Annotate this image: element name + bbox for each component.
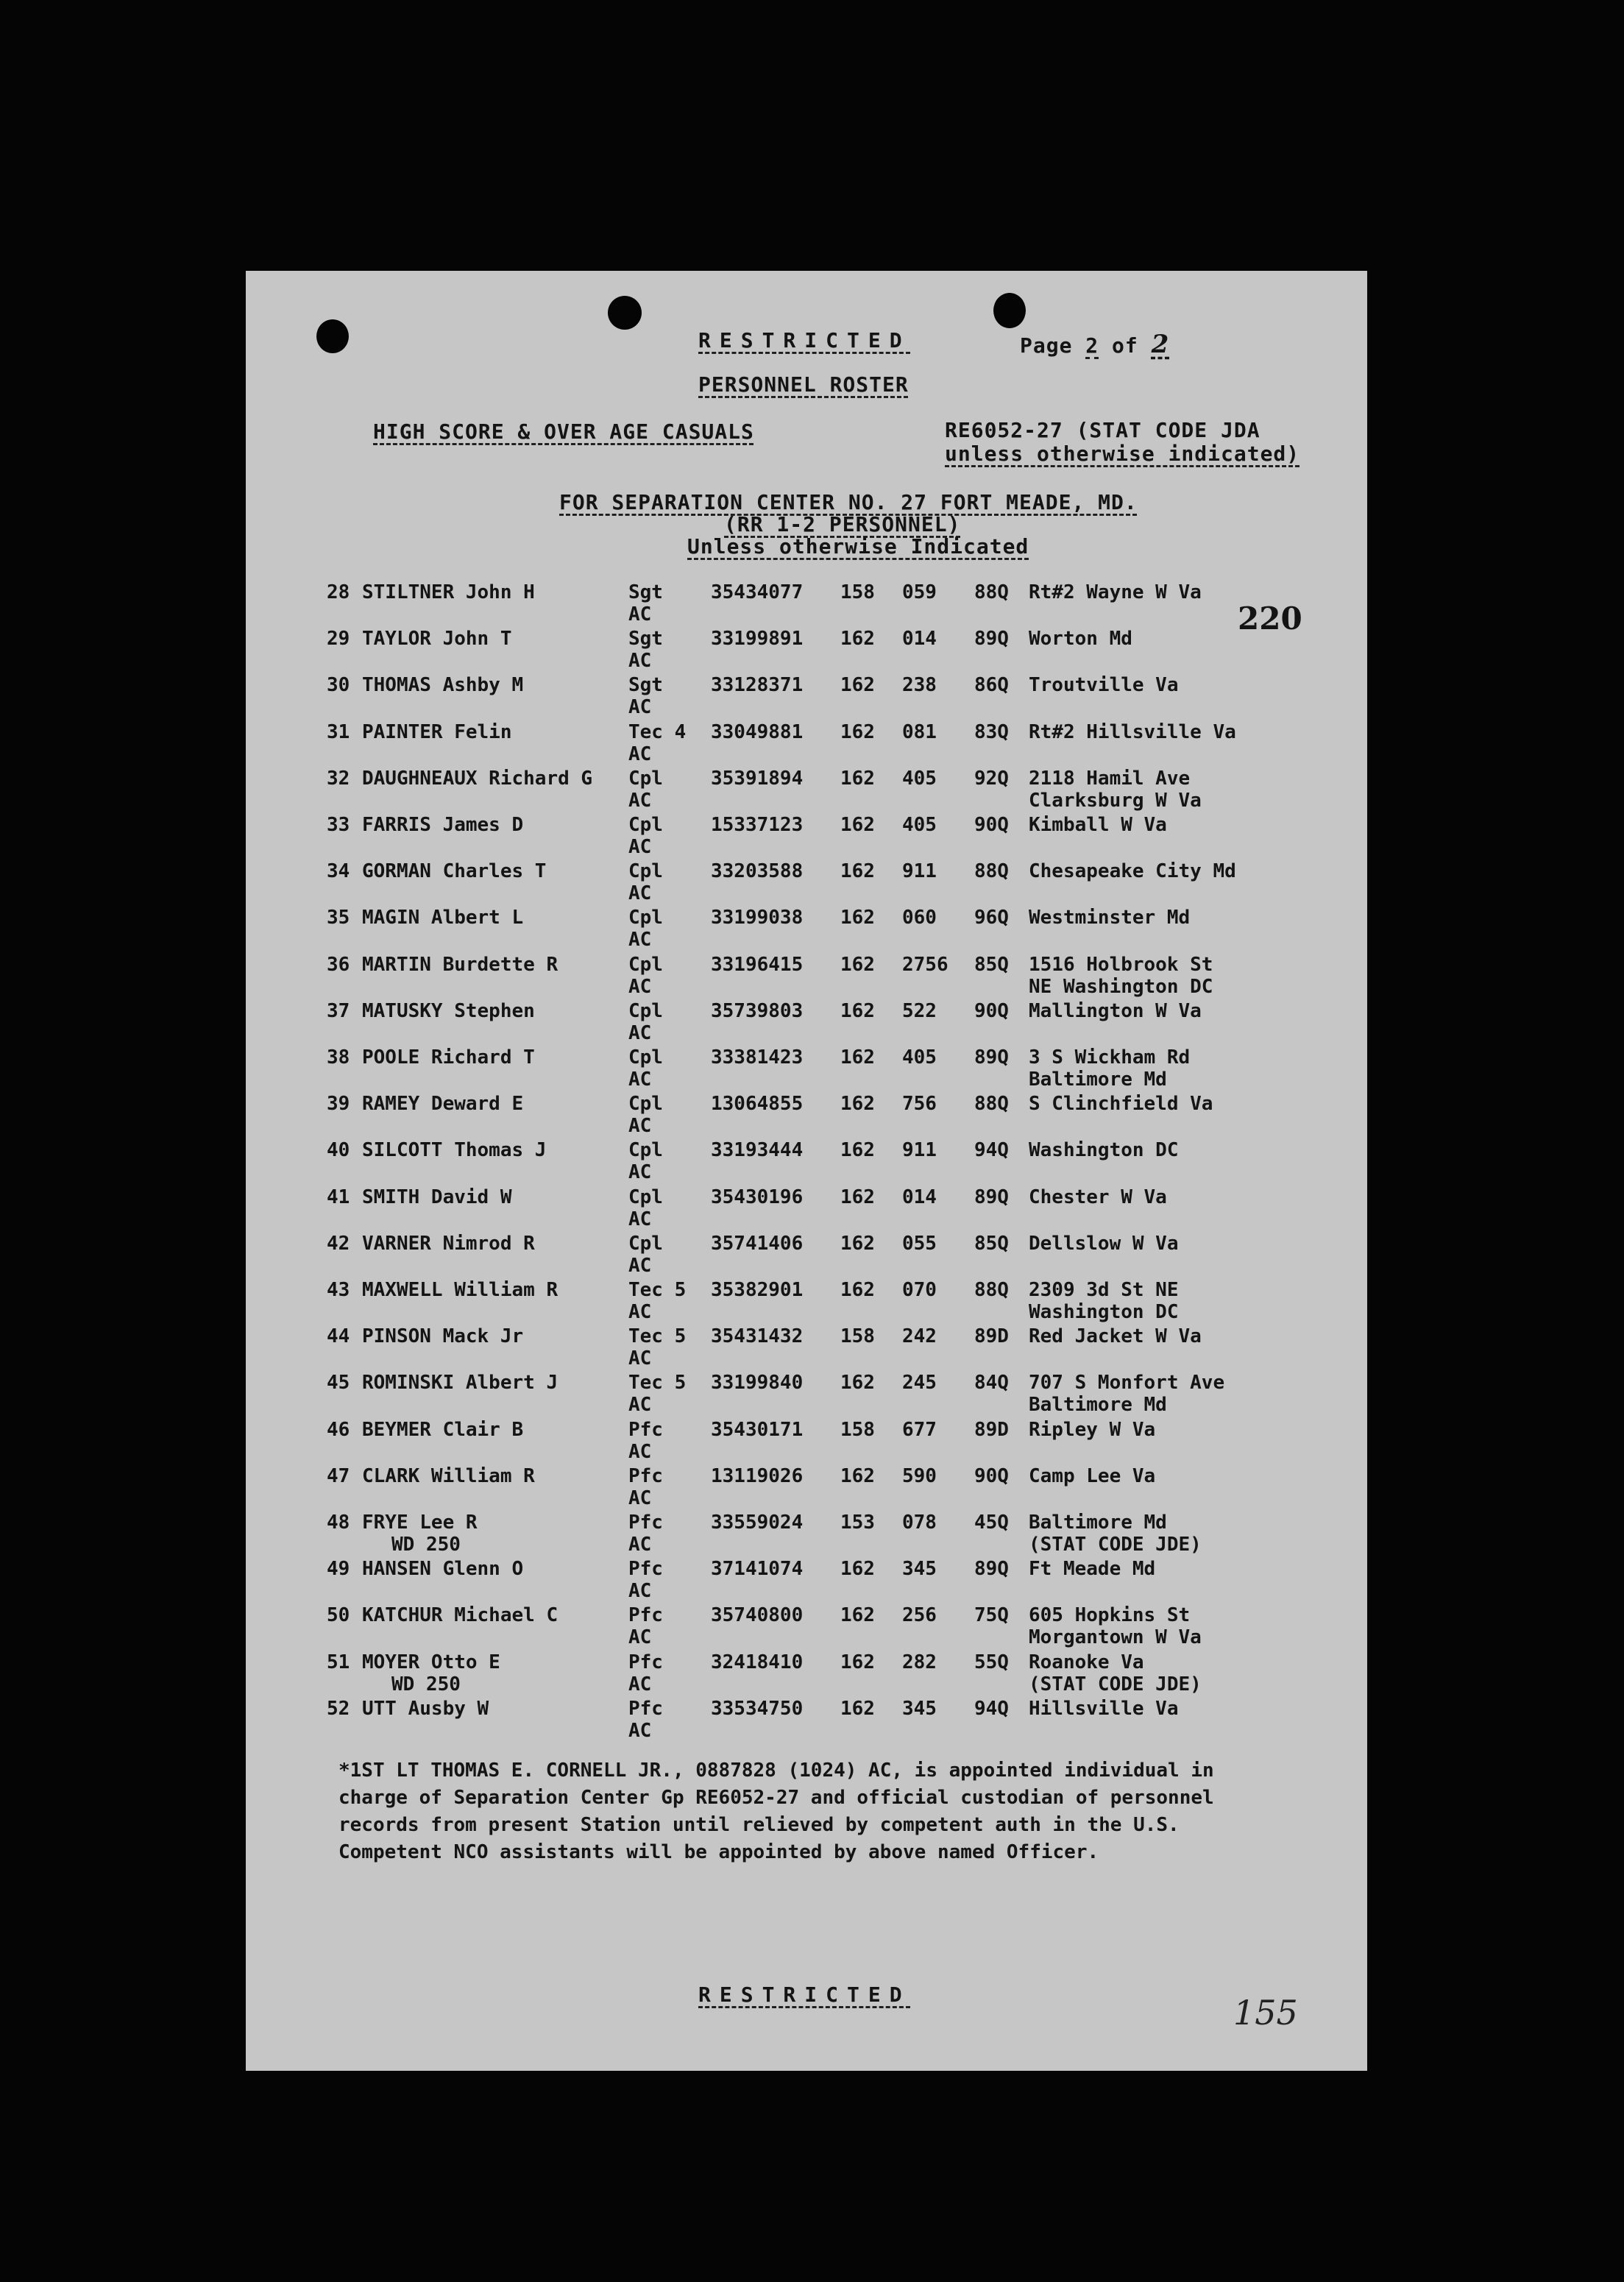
table-row <box>246 1698 1367 1745</box>
row-branch: AC <box>628 1626 652 1649</box>
row-code-3: 88Q <box>974 1093 1009 1116</box>
row-serial: 33199840 <box>711 1372 804 1395</box>
row-address-1: Camp Lee Va <box>1029 1464 1156 1487</box>
row-code-1: 162 <box>840 674 875 697</box>
table-row <box>246 768 1367 815</box>
row-number: 44 <box>327 1325 350 1348</box>
row-serial: 35739803 <box>711 999 804 1022</box>
row-rank: Cpl <box>628 999 663 1022</box>
row-code-1: 162 <box>840 720 875 743</box>
row-address-2: Baltimore Md <box>1029 1394 1167 1417</box>
row-branch: AC <box>628 1440 652 1463</box>
row-address-1: Washington DC <box>1029 1139 1179 1162</box>
row-address-1: Rt#2 Wayne W Va <box>1029 581 1202 603</box>
row-number: 50 <box>327 1604 350 1627</box>
row-serial: 33381423 <box>711 1046 804 1069</box>
note-line-1: *1ST LT THOMAS E. CORNELL JR., 0887828 (1024) AC, is appointed individual in <box>338 1760 1214 1782</box>
row-code-1: 162 <box>840 1046 875 1069</box>
row-code-1: 162 <box>840 1232 875 1255</box>
row-serial: 13064855 <box>711 1093 804 1116</box>
row-serial: 32418410 <box>711 1651 804 1673</box>
row-branch: AC <box>628 1487 652 1509</box>
stamp-number: 220 <box>1238 600 1302 637</box>
punch-hole-center <box>608 296 642 330</box>
row-branch: AC <box>628 1301 652 1323</box>
row-rank: Cpl <box>628 860 663 883</box>
row-branch: AC <box>628 929 652 952</box>
row-code-2: 060 <box>902 907 937 929</box>
row-rank: Sgt <box>628 628 663 651</box>
row-code-3: 88Q <box>974 860 1009 883</box>
classification-top: RESTRICTED <box>698 328 911 352</box>
row-branch: AC <box>628 1580 652 1603</box>
row-number: 28 <box>327 581 350 603</box>
row-branch: AC <box>628 789 652 812</box>
row-number: 51 <box>327 1651 350 1673</box>
row-rank: Tec 5 <box>628 1279 687 1301</box>
row-branch: AC <box>628 1347 652 1370</box>
table-row <box>246 1186 1367 1233</box>
table-row <box>246 1651 1367 1698</box>
row-address-1: Rt#2 Hillsville Va <box>1029 720 1236 743</box>
row-address-1: Chester W Va <box>1029 1186 1167 1208</box>
row-code-1: 162 <box>840 1464 875 1487</box>
row-rank: Cpl <box>628 767 663 790</box>
table-row <box>246 1604 1367 1651</box>
row-name: MAXWELL William R <box>362 1279 559 1301</box>
row-address-1: Ft Meade Md <box>1029 1558 1156 1581</box>
row-address-2: Baltimore Md <box>1029 1069 1167 1091</box>
row-code-3: 89D <box>974 1325 1009 1348</box>
table-row <box>246 1000 1367 1047</box>
row-name: GORMAN Charles T <box>362 860 547 883</box>
punch-hole-right <box>993 293 1026 328</box>
row-rank: Cpl <box>628 1139 663 1162</box>
row-code-1: 162 <box>840 907 875 929</box>
row-serial: 35741406 <box>711 1232 804 1255</box>
row-address-1: Westminster Md <box>1029 907 1191 929</box>
table-row <box>246 628 1367 675</box>
row-serial: 33049881 <box>711 720 804 743</box>
row-code-1: 162 <box>840 1279 875 1301</box>
row-branch: AC <box>628 836 652 858</box>
row-rank: Tec 5 <box>628 1325 687 1348</box>
row-number: 46 <box>327 1418 350 1441</box>
row-code-1: 162 <box>840 1558 875 1581</box>
row-code-3: 89Q <box>974 1046 1009 1069</box>
row-name: FRYE Lee R <box>362 1512 478 1534</box>
row-branch: AC <box>628 1161 652 1184</box>
row-serial: 33534750 <box>711 1697 804 1720</box>
table-row <box>246 721 1367 768</box>
row-address-1: 3 S Wickham Rd <box>1029 1046 1191 1069</box>
row-serial: 35431432 <box>711 1325 804 1348</box>
row-number: 29 <box>327 628 350 651</box>
row-name-note: WD 250 <box>391 1673 461 1695</box>
row-number: 33 <box>327 814 350 836</box>
row-number: 47 <box>327 1464 350 1487</box>
table-row <box>246 1139 1367 1186</box>
row-code-1: 162 <box>840 999 875 1022</box>
row-rank: Pfc <box>628 1418 663 1441</box>
row-name: HANSEN Glenn O <box>362 1558 524 1581</box>
row-address-1: Mallington W Va <box>1029 999 1202 1022</box>
classification-bottom: RESTRICTED <box>698 1982 911 2007</box>
row-code-1: 153 <box>840 1512 875 1534</box>
row-code-1: 162 <box>840 1093 875 1116</box>
row-branch: AC <box>628 975 652 998</box>
row-code-3: 96Q <box>974 907 1009 929</box>
table-row <box>246 1465 1367 1512</box>
row-code-1: 162 <box>840 1604 875 1627</box>
row-code-1: 158 <box>840 1325 875 1348</box>
row-code-1: 162 <box>840 1139 875 1162</box>
row-number: 39 <box>327 1093 350 1116</box>
row-name: MOYER Otto E <box>362 1651 500 1673</box>
page-num: 2 <box>1085 333 1099 358</box>
row-serial: 13119026 <box>711 1464 804 1487</box>
row-rank: Tec 5 <box>628 1372 687 1395</box>
row-address-1: 605 Hopkins St <box>1029 1604 1191 1627</box>
row-name: MARTIN Burdette R <box>362 953 559 976</box>
row-code-3: 90Q <box>974 814 1009 836</box>
page-of: of <box>1112 333 1138 358</box>
table-row <box>246 581 1367 628</box>
row-serial: 35434077 <box>711 581 804 603</box>
roster-title: PERSONNEL ROSTER <box>698 372 909 397</box>
row-serial: 15337123 <box>711 814 804 836</box>
row-serial: 33199038 <box>711 907 804 929</box>
row-address-1: Baltimore Md <box>1029 1512 1167 1534</box>
row-address-1: Kimball W Va <box>1029 814 1167 836</box>
row-name: THOMAS Ashby M <box>362 674 524 697</box>
row-code-2: 055 <box>902 1232 937 1255</box>
row-number: 37 <box>327 999 350 1022</box>
row-code-2: 345 <box>902 1558 937 1581</box>
table-row <box>246 1093 1367 1140</box>
row-name: VARNER Nimrod R <box>362 1232 535 1255</box>
row-code-1: 162 <box>840 953 875 976</box>
page-label: Page <box>1020 333 1073 358</box>
row-branch: AC <box>628 743 652 765</box>
row-rank: Pfc <box>628 1651 663 1673</box>
row-code-3: 83Q <box>974 720 1009 743</box>
row-code-1: 162 <box>840 814 875 836</box>
row-number: 32 <box>327 767 350 790</box>
row-branch: AC <box>628 882 652 905</box>
row-serial: 33199891 <box>711 628 804 651</box>
row-address-2: Washington DC <box>1029 1301 1179 1323</box>
row-number: 42 <box>327 1232 350 1255</box>
row-name: DAUGHNEAUX Richard G <box>362 767 593 790</box>
row-code-3: 92Q <box>974 767 1009 790</box>
punch-hole-left <box>316 319 349 353</box>
row-rank: Pfc <box>628 1697 663 1720</box>
page-total: 2 <box>1151 330 1170 359</box>
row-address-1: 707 S Monfort Ave <box>1029 1372 1225 1395</box>
table-row <box>246 1419 1367 1466</box>
row-serial: 33203588 <box>711 860 804 883</box>
row-address-2: (STAT CODE JDE) <box>1029 1534 1202 1556</box>
row-code-1: 162 <box>840 1186 875 1208</box>
row-serial: 35430196 <box>711 1186 804 1208</box>
row-code-2: 256 <box>902 1604 937 1627</box>
center-line-3: Unless otherwise Indicated <box>687 534 1029 559</box>
row-number: 31 <box>327 720 350 743</box>
row-code-3: 94Q <box>974 1139 1009 1162</box>
table-row <box>246 1279 1367 1326</box>
row-code-2: 911 <box>902 1139 937 1162</box>
row-branch: AC <box>628 650 652 673</box>
row-name-note: WD 250 <box>391 1534 461 1556</box>
row-code-2: 078 <box>902 1512 937 1534</box>
table-row <box>246 860 1367 907</box>
row-rank: Cpl <box>628 1093 663 1116</box>
row-code-3: 88Q <box>974 581 1009 603</box>
row-code-3: 89D <box>974 1418 1009 1441</box>
note-line-2: charge of Separation Center Gp RE6052-27 and official custodian of personnel <box>338 1787 1214 1809</box>
row-serial: 35740800 <box>711 1604 804 1627</box>
row-address-1: Roanoke Va <box>1029 1651 1144 1673</box>
table-row <box>246 1233 1367 1280</box>
row-code-2: 014 <box>902 1186 937 1208</box>
row-number: 30 <box>327 674 350 697</box>
row-rank: Sgt <box>628 674 663 697</box>
row-code-2: 911 <box>902 860 937 883</box>
row-address-1: 2309 3d St NE <box>1029 1279 1179 1301</box>
row-name: KATCHUR Michael C <box>362 1604 559 1627</box>
center-line-1: FOR SEPARATION CENTER NO. 27 FORT MEADE, MD. <box>559 490 1138 514</box>
row-serial: 33196415 <box>711 953 804 976</box>
row-number: 43 <box>327 1279 350 1301</box>
row-name: POOLE Richard T <box>362 1046 535 1069</box>
row-rank: Pfc <box>628 1604 663 1627</box>
row-name: FARRIS James D <box>362 814 524 836</box>
row-code-3: 88Q <box>974 1279 1009 1301</box>
row-code-2: 522 <box>902 999 937 1022</box>
row-code-3: 89Q <box>974 1558 1009 1581</box>
row-number: 41 <box>327 1186 350 1208</box>
row-code-2: 405 <box>902 814 937 836</box>
center-line-2: (RR 1-2 PERSONNEL) <box>724 512 961 536</box>
row-address-1: Chesapeake City Md <box>1029 860 1236 883</box>
row-serial: 37141074 <box>711 1558 804 1581</box>
row-number: 34 <box>327 860 350 883</box>
row-number: 40 <box>327 1139 350 1162</box>
row-code-2: 282 <box>902 1651 937 1673</box>
order-line-1: RE6052-27 (STAT CODE JDA <box>945 418 1260 442</box>
row-number: 36 <box>327 953 350 976</box>
row-serial: 33193444 <box>711 1139 804 1162</box>
row-code-3: 89Q <box>974 628 1009 651</box>
row-rank: Cpl <box>628 907 663 929</box>
table-row <box>246 1558 1367 1605</box>
row-rank: Cpl <box>628 1046 663 1069</box>
row-rank: Pfc <box>628 1512 663 1534</box>
row-serial: 35391894 <box>711 767 804 790</box>
row-rank: Pfc <box>628 1464 663 1487</box>
row-address-1: Dellslow W Va <box>1029 1232 1179 1255</box>
row-code-3: 94Q <box>974 1697 1009 1720</box>
row-branch: AC <box>628 1254 652 1277</box>
row-number: 35 <box>327 907 350 929</box>
row-number: 45 <box>327 1372 350 1395</box>
row-branch: AC <box>628 1394 652 1417</box>
row-code-2: 014 <box>902 628 937 651</box>
row-name: SMITH David W <box>362 1186 512 1208</box>
row-address-1: Troutville Va <box>1029 674 1179 697</box>
row-code-2: 242 <box>902 1325 937 1348</box>
row-rank: Tec 4 <box>628 720 687 743</box>
row-rank: Cpl <box>628 953 663 976</box>
row-name: UTT Ausby W <box>362 1697 489 1720</box>
row-address-2: Clarksburg W Va <box>1029 789 1202 812</box>
row-name: CLARK William R <box>362 1464 535 1487</box>
row-name: SILCOTT Thomas J <box>362 1139 547 1162</box>
row-code-2: 081 <box>902 720 937 743</box>
row-code-3: 84Q <box>974 1372 1009 1395</box>
row-address-2: NE Washington DC <box>1029 975 1213 998</box>
row-code-2: 590 <box>902 1464 937 1487</box>
row-code-2: 059 <box>902 581 937 603</box>
row-branch: AC <box>628 1021 652 1044</box>
row-name: BEYMER Clair B <box>362 1418 524 1441</box>
row-rank: Cpl <box>628 814 663 836</box>
row-address-1: Ripley W Va <box>1029 1418 1156 1441</box>
table-row <box>246 1046 1367 1094</box>
row-code-1: 162 <box>840 767 875 790</box>
row-serial: 35430171 <box>711 1418 804 1441</box>
row-address-2: Morgantown W Va <box>1029 1626 1202 1649</box>
row-address-2: (STAT CODE JDE) <box>1029 1673 1202 1695</box>
table-row <box>246 1372 1367 1419</box>
custodian-note <box>338 1757 1295 1866</box>
row-branch: AC <box>628 1208 652 1230</box>
row-number: 52 <box>327 1697 350 1720</box>
row-code-1: 162 <box>840 860 875 883</box>
row-branch: AC <box>628 1673 652 1695</box>
table-row <box>246 954 1367 1001</box>
row-code-1: 162 <box>840 1651 875 1673</box>
row-code-1: 162 <box>840 1697 875 1720</box>
row-address-1: Hillsville Va <box>1029 1697 1179 1720</box>
row-name: RAMEY Deward E <box>362 1093 524 1116</box>
row-rank: Cpl <box>628 1232 663 1255</box>
row-name: MAGIN Albert L <box>362 907 524 929</box>
row-code-1: 162 <box>840 628 875 651</box>
row-name: PAINTER Felin <box>362 720 512 743</box>
row-branch: AC <box>628 603 652 626</box>
row-code-3: 85Q <box>974 953 1009 976</box>
row-name: ROMINSKI Albert J <box>362 1372 559 1395</box>
row-address-1: S Clinchfield Va <box>1029 1093 1213 1116</box>
table-row <box>246 907 1367 954</box>
unit-name: HIGH SCORE & OVER AGE CASUALS <box>373 419 754 444</box>
row-code-3: 45Q <box>974 1512 1009 1534</box>
row-code-1: 158 <box>840 1418 875 1441</box>
row-code-3: 90Q <box>974 1464 1009 1487</box>
row-code-2: 238 <box>902 674 937 697</box>
handwritten-number: 155 <box>1233 1993 1298 2033</box>
row-rank: Cpl <box>628 1186 663 1208</box>
row-address-1: 1516 Holbrook St <box>1029 953 1213 976</box>
row-rank: Sgt <box>628 581 663 603</box>
note-line-4: Competent NCO assistants will be appointed by above named Officer. <box>338 1841 1099 1863</box>
row-branch: AC <box>628 1115 652 1138</box>
row-code-3: 55Q <box>974 1651 1009 1673</box>
row-code-2: 245 <box>902 1372 937 1395</box>
row-number: 49 <box>327 1558 350 1581</box>
row-code-3: 89Q <box>974 1186 1009 1208</box>
row-code-2: 070 <box>902 1279 937 1301</box>
row-name: STILTNER John H <box>362 581 535 603</box>
row-code-1: 162 <box>840 1372 875 1395</box>
row-code-2: 405 <box>902 1046 937 1069</box>
row-rank: Pfc <box>628 1558 663 1581</box>
row-name: MATUSKY Stephen <box>362 999 535 1022</box>
table-row <box>246 1325 1367 1372</box>
row-number: 38 <box>327 1046 350 1069</box>
row-branch: AC <box>628 1534 652 1556</box>
row-code-3: 85Q <box>974 1232 1009 1255</box>
row-code-1: 158 <box>840 581 875 603</box>
row-code-2: 2756 <box>902 953 948 976</box>
row-number: 48 <box>327 1512 350 1534</box>
page-number <box>1020 330 1169 359</box>
table-row <box>246 674 1367 721</box>
row-address-1: Worton Md <box>1029 628 1132 651</box>
table-row <box>246 1512 1367 1559</box>
row-code-2: 405 <box>902 767 937 790</box>
row-code-3: 75Q <box>974 1604 1009 1627</box>
row-address-1: Red Jacket W Va <box>1029 1325 1202 1348</box>
row-code-3: 90Q <box>974 999 1009 1022</box>
document-page <box>246 271 1367 2071</box>
note-line-3: records from present Station until relieved by competent auth in the U.S. <box>338 1814 1180 1836</box>
row-code-2: 345 <box>902 1697 937 1720</box>
row-branch: AC <box>628 1719 652 1742</box>
row-serial: 35382901 <box>711 1279 804 1301</box>
table-row <box>246 814 1367 861</box>
row-name: TAYLOR John T <box>362 628 512 651</box>
row-code-2: 677 <box>902 1418 937 1441</box>
row-serial: 33128371 <box>711 674 804 697</box>
row-name: PINSON Mack Jr <box>362 1325 524 1348</box>
row-code-2: 756 <box>902 1093 937 1116</box>
order-line-2: unless otherwise indicated) <box>945 442 1300 466</box>
row-serial: 33559024 <box>711 1512 804 1534</box>
row-branch: AC <box>628 1069 652 1091</box>
row-address-1: 2118 Hamil Ave <box>1029 767 1191 790</box>
row-code-3: 86Q <box>974 674 1009 697</box>
row-branch: AC <box>628 696 652 719</box>
